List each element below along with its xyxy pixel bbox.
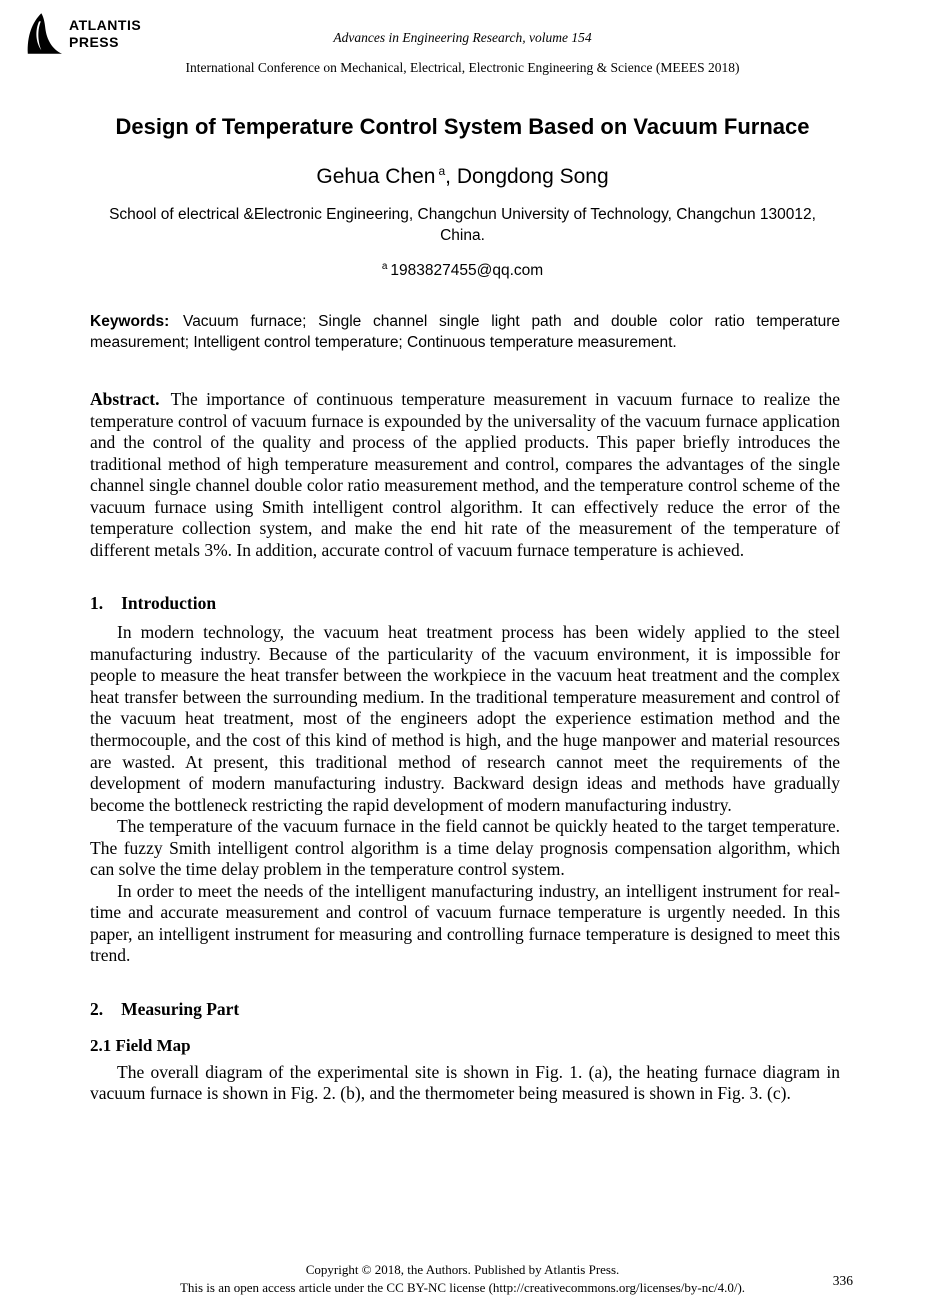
logo-line-1: ATLANTIS	[69, 16, 142, 33]
author-2: , Dongdong Song	[445, 165, 609, 189]
section-2-1-heading: 2.1 Field Map	[90, 1035, 191, 1055]
journal-line: Advances in Engineering Research, volume 154	[333, 30, 592, 45]
page-header	[0, 0, 925, 76]
section-2-number: 2.	[90, 998, 104, 1019]
section-2-title: Measuring Part	[121, 998, 240, 1019]
atlantis-press-logo	[26, 12, 141, 56]
atlantis-logo-text	[69, 17, 141, 52]
section-2-heading	[90, 999, 840, 1020]
section-1-heading	[90, 593, 840, 614]
keywords-paragraph	[90, 312, 840, 353]
page-footer	[0, 1261, 925, 1297]
author-1-affiliation-mark: a	[438, 164, 446, 179]
authors-line	[0, 164, 925, 189]
license-line: This is an open access article under the CC BY-NC license (http://creativecommons.org/licenses/by-nc/4.0/).	[179, 1279, 746, 1295]
logo-line-2: PRESS	[69, 34, 119, 50]
keywords-text: Vacuum furnace; Single channel single light path and double color ratio temperature measurement; Intelligent control temperature; Continuous temperature measurement.	[90, 313, 841, 351]
email-line	[0, 261, 925, 280]
field-map-paragraph: The overall diagram of the experimental site is shown in Fig. 1. (a), the heating furnace diagram in vacuum furnace is shown in Fig. 2. (b), and the thermometer being measured is shown in Fig. 3. (c).	[90, 1061, 840, 1104]
conference-line: International Conference on Mechanical, Electrical, Electronic Engineering & Science (MEEES 2018)	[185, 60, 740, 75]
author-1: Gehua Chen	[316, 165, 436, 189]
abstract-paragraph	[90, 389, 840, 561]
email-affiliation-mark: a	[381, 261, 388, 273]
abstract-label: Abstract.	[90, 389, 160, 410]
intro-paragraph-2: The temperature of the vacuum furnace in the field cannot be quickly heated to the target temperature. The fuzzy Smith intelligent control algorithm is a time delay prognosis compensation algorithm, which can solve the time delay problem in the temperature control system.	[90, 816, 840, 880]
keywords-label: Keywords:	[90, 313, 170, 331]
intro-paragraph-3: In order to meet the needs of the intelligent manufacturing industry, an intelligent instrument for real-time and accurate measurement and control of vacuum furnace temperature is urgently needed. In this paper, an intelligent instrument for measuring and controlling furnace temperature is designed to meet this trend.	[90, 880, 840, 966]
email-address: 1983827455@qq.com	[390, 262, 544, 280]
abstract-text: The importance of continuous temperature measurement in vacuum furnace to realize the temperature control of vacuum furnace is expounded by the universality of the vacuum furnace application and the control of the quality and process of the applied products. This paper briefly introduces the traditional method of high temperature measurement and control, compares the advantages of the single channel single channel double color ratio measurement method, and the temperature control scheme of the vacuum furnace using Smith intelligent control algorithm. It can effectively reduce the error of the temperature collection system, and make the end hit rate of the measurement of the temperature of different metals 3%. In addition, accurate control of vacuum furnace temperature is achieved.	[90, 389, 840, 560]
intro-paragraph-1: In modern technology, the vacuum heat treatment process has been widely applied to the steel manufacturing industry. Because of the particularity of the vacuum environment, it is impossible for people to measure the heat transfer between the workpiece in the vacuum heat treatment and the complex heat transfer between the surrounding medium. In the traditional temperature measurement and control of the vacuum heat treatment, most of the engineers adopt the experience estimation method and the thermocouple, and the cost of this kind of method is high, and the huge manpower and material resources are wasted. At present, this traditional method of research cannot meet the requirements of the development of modern manufacturing industry. Backward design ideas and methods have gradually become the bottleneck restricting the rapid development of modern manufacturing industry.	[90, 622, 840, 815]
affiliation: School of electrical &Electronic Engineering, Changchun University of Technology, Changchun 130012, China.	[109, 206, 816, 245]
section-1-title: Introduction	[121, 593, 217, 614]
page-number: 336	[832, 1273, 853, 1288]
section-1-number: 1.	[90, 593, 104, 614]
paper-title: Design of Temperature Control System Based on Vacuum Furnace	[115, 114, 810, 139]
atlantis-logo-icon	[26, 12, 62, 56]
copyright-line: Copyright © 2018, the Authors. Published by Atlantis Press.	[305, 1261, 620, 1277]
